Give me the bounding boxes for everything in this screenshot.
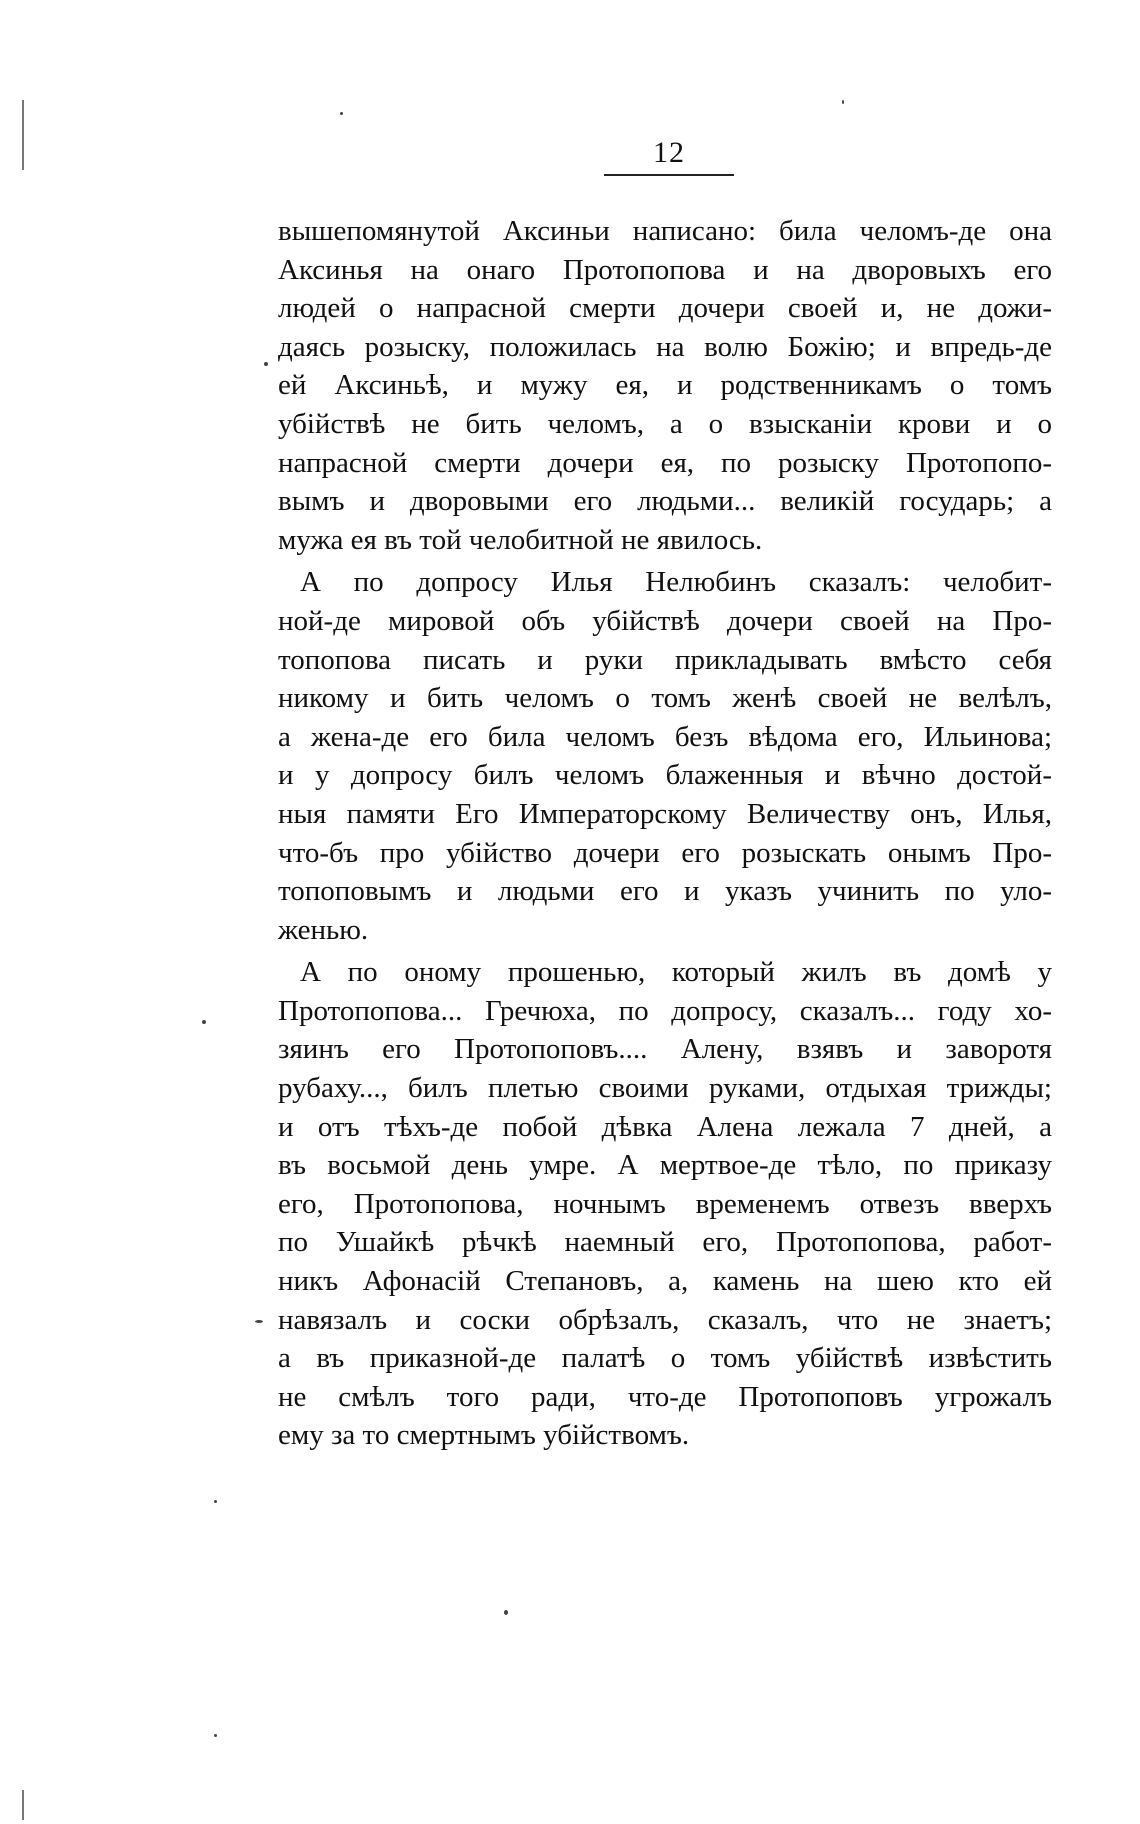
scan-speck <box>214 1734 217 1737</box>
scan-edge-mark <box>22 1790 24 1820</box>
text-line: въ восьмой день умре. А мертвое-де тѣло, по приказу <box>278 1149 1052 1182</box>
scan-speck <box>255 1320 263 1323</box>
text-line: даясь розыску, положилась на волю Божiю; и впредь-де <box>278 330 1052 363</box>
text-line: ей Аксиньѣ, и мужу ея, и родственникамъ о томъ <box>278 369 1052 402</box>
text-line: А по допросу Илья Нелюбинъ сказалъ: челобит- <box>300 566 1052 599</box>
text-line: зяинъ его Протопоповъ.... Алену, взявъ и заворотя <box>278 1033 1052 1066</box>
scan-speck <box>202 1020 206 1024</box>
paragraph-3 <box>278 953 1052 1455</box>
text-line: вымъ и дворовыми его людьми... великiй государь; а <box>278 485 1052 518</box>
text-line: ему за то смертнымъ убiйствомъ. <box>278 1419 690 1452</box>
text-line: Аксинья на онаго Протопопова и на дворовыхъ его <box>278 253 1052 286</box>
text-line: никъ Афонасiй Степановъ, а, камень на шею кто ей <box>278 1265 1052 1298</box>
text-line: топоповымъ и людьми его и указъ учинить по уло- <box>278 875 1052 908</box>
scan-speck <box>264 362 268 366</box>
scan-speck <box>504 1610 508 1615</box>
text-line: убiйствѣ не бить челомъ, а о взысканiи крови и о <box>278 407 1052 440</box>
text-line: А по оному прошенью, который жилъ въ домѣ у <box>300 956 1052 989</box>
text-line: топопова писать и руки прикладывать вмѣсто себя <box>278 643 1052 676</box>
text-line: а въ приказной-де палатѣ о томъ убiйствѣ извѣстить <box>278 1342 1052 1375</box>
text-line: его, Протопопова, ночнымъ временемъ отвезъ вверхъ <box>278 1187 1052 1220</box>
scan-edge-mark <box>22 100 24 170</box>
text-line: напрасной смерти дочери ея, по розыску Протопопо- <box>278 446 1052 479</box>
text-line: людей о напрасной смерти дочери своей и, не дожи- <box>278 292 1052 325</box>
text-line: никому и бить челомъ о томъ женѣ своей не велѣлъ, <box>278 682 1052 715</box>
text-line: ной-де мировой объ убiйствѣ дочери своей на Про- <box>278 604 1052 637</box>
scan-speck <box>340 112 343 115</box>
text-line: что-бъ про убiйство дочери его розыскать онымъ Про- <box>278 836 1052 869</box>
text-line: и отъ тѣхъ-де побой дѣвка Алена лежала 7 дней, а <box>278 1110 1052 1143</box>
text-line: не смѣлъ того ради, что-де Протопоповъ угрожалъ <box>278 1380 1052 1413</box>
text-line: рубаху..., билъ плетью своими руками, отдыхая трижды; <box>278 1072 1052 1105</box>
paragraph-2 <box>278 563 1052 949</box>
body-text <box>278 212 1052 1455</box>
text-line: мужа ея въ той челобитной не явилось. <box>278 523 763 556</box>
paragraph-1 <box>278 212 1052 559</box>
text-line: а жена-де его била челомъ безъ вѣдома его, Ильинова; <box>278 720 1052 753</box>
text-line: по Ушайкѣ рѣчкѣ наемный его, Протопопова, работ- <box>278 1226 1052 1259</box>
text-line: Протопопова... Гречюха, по допросу, сказалъ... году хо- <box>278 994 1052 1027</box>
scan-speck <box>214 1500 217 1503</box>
page-number: 12 <box>604 134 734 176</box>
text-line: и у допросу билъ челомъ блаженныя и вѣчно достой- <box>278 759 1052 792</box>
text-line: женью. <box>278 913 369 946</box>
text-line: навязалъ и соски обрѣзалъ, сказалъ, что не знаетъ; <box>278 1303 1052 1336</box>
text-line: вышепомянутой Аксиньи написано: била челомъ-де она <box>278 215 1052 247</box>
text-line: ныя памяти Его Императорскому Величеству онъ, Илья, <box>278 797 1052 830</box>
scan-speck <box>842 100 844 104</box>
